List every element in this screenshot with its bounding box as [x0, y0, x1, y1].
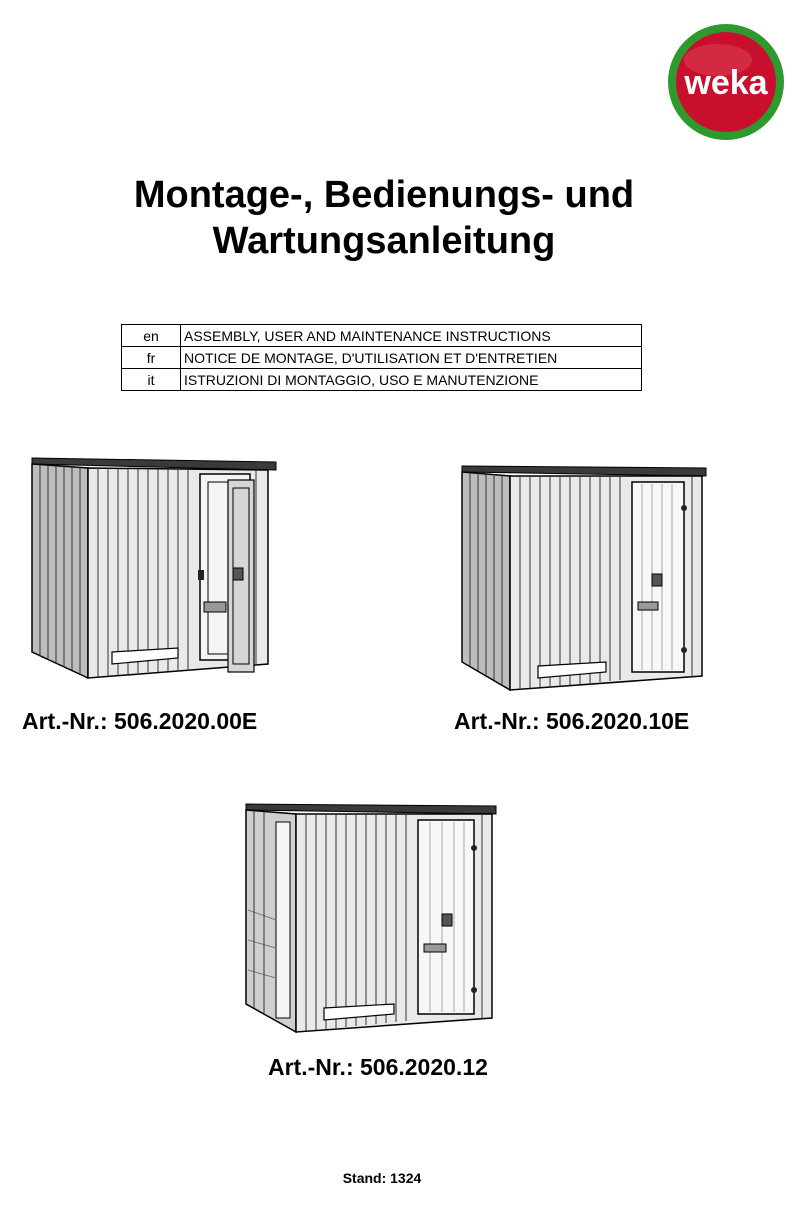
art-nr-3: Art.-Nr.: 506.2020.12: [268, 1054, 488, 1080]
language-row-en: [122, 325, 642, 347]
stand-label: Stand: 1324: [342, 1170, 422, 1186]
language-row-it: [122, 369, 642, 391]
art-nr-1: Art.-Nr.: 506.2020.00E: [22, 708, 258, 734]
sauna-illustration-1: [28, 452, 280, 684]
document-title: [0, 172, 768, 264]
logo-wordmark: weka: [684, 64, 768, 102]
language-row-fr: [122, 347, 642, 369]
sauna-illustration-2: [456, 462, 710, 696]
language-text: ISTRUZIONI DI MONTAGGIO, USO E MANUTENZIONE: [181, 369, 642, 391]
title-line-2: Wartungsanleitung: [212, 220, 556, 262]
weka-logo: [666, 22, 786, 142]
language-code: en: [122, 325, 181, 347]
language-table: [121, 324, 642, 391]
sauna-illustration-3: [242, 800, 500, 1038]
language-code: it: [122, 369, 181, 391]
art-nr-2: Art.-Nr.: 506.2020.10E: [454, 708, 690, 734]
language-text: ASSEMBLY, USER AND MAINTENANCE INSTRUCTIONS: [181, 325, 642, 347]
language-code: fr: [122, 347, 181, 369]
title-line-1: Montage-, Bedienungs- und: [133, 174, 635, 216]
language-text: NOTICE DE MONTAGE, D'UTILISATION ET D'ENTRETIEN: [181, 347, 642, 369]
